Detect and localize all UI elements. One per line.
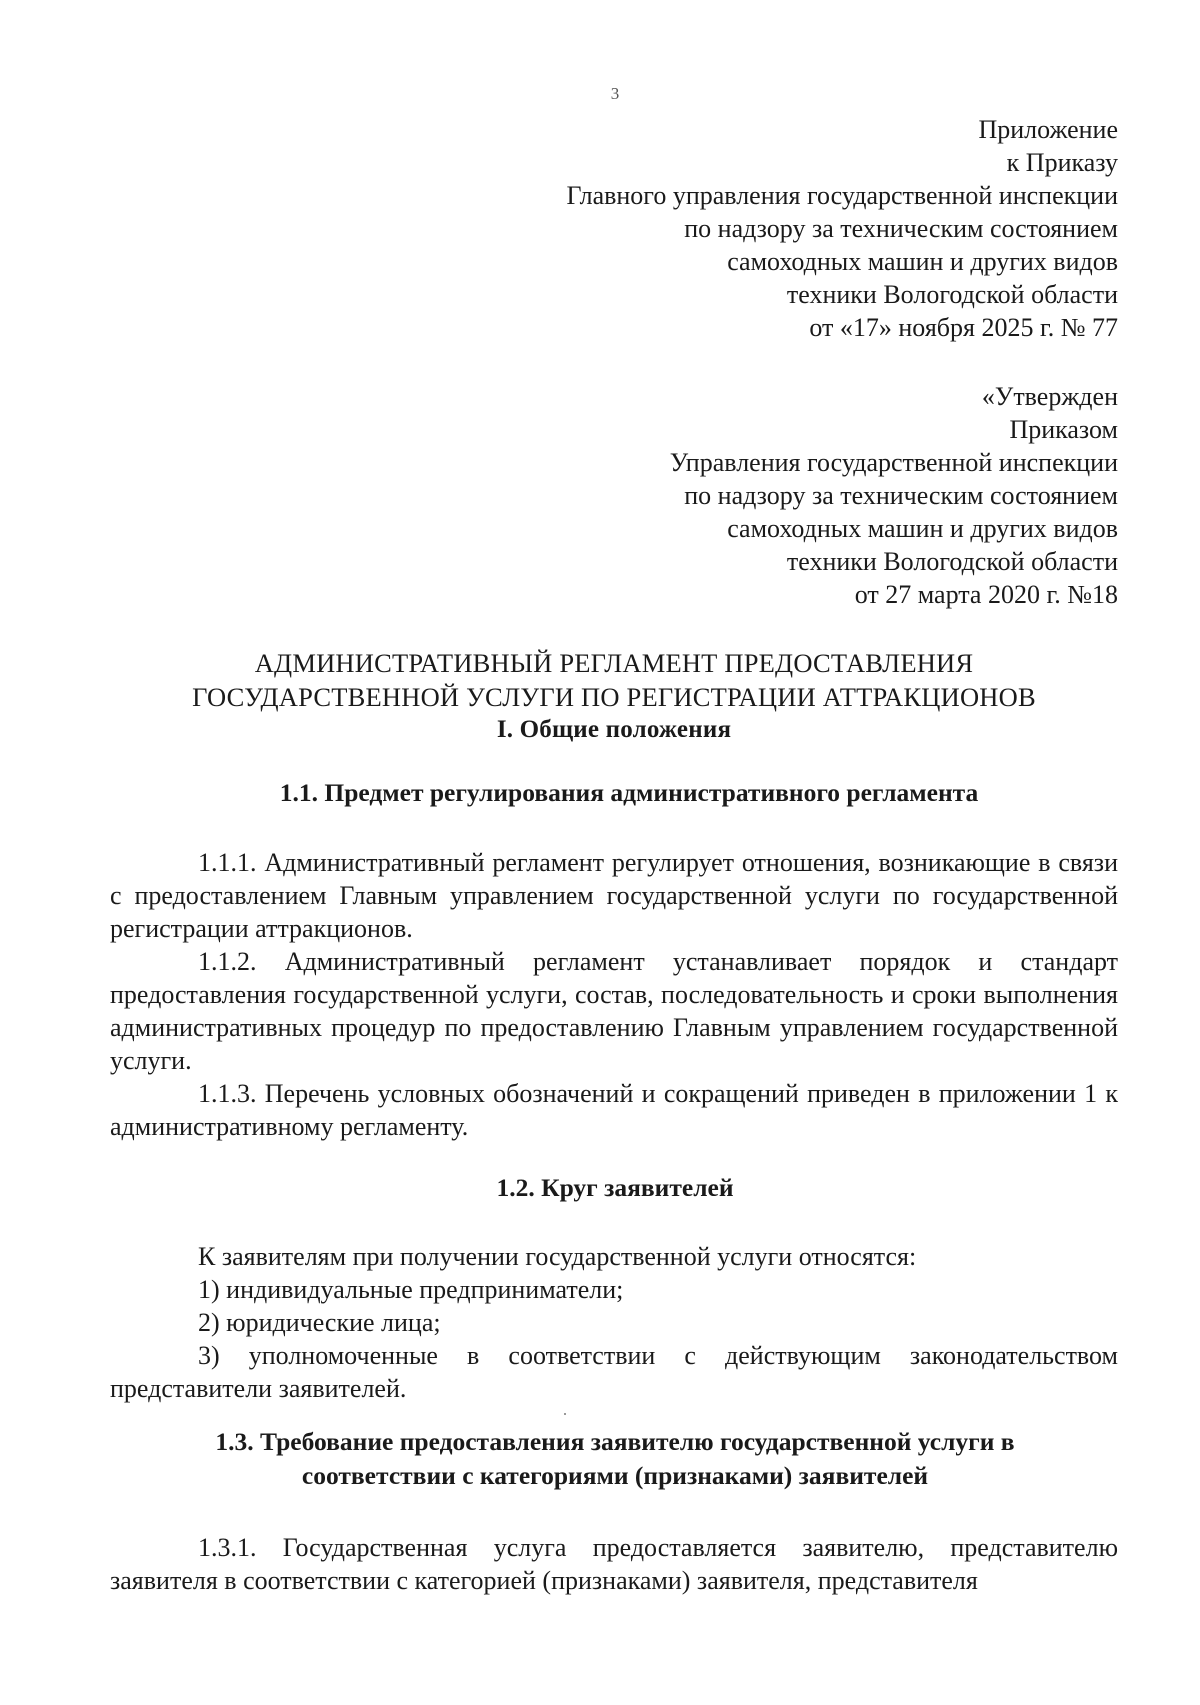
approved-line: от 27 марта 2020 г. №18 bbox=[854, 580, 1118, 609]
paragraph-1-3-1: 1.3.1. Государственная услуга предоставляется заявителю, представителю заявителя в соответствии с категорией (признаками) заявителя, представителя bbox=[110, 1533, 1118, 1595]
approved-block bbox=[670, 380, 1118, 611]
appendix-line: самоходных машин и других видов bbox=[727, 247, 1118, 276]
scan-speck bbox=[564, 1413, 566, 1415]
section-title-general: I. Общие положения bbox=[496, 716, 732, 743]
approved-line: Управления государственной инспекции bbox=[669, 448, 1118, 477]
approved-line: самоходных машин и других видов bbox=[727, 514, 1118, 543]
page-number: 3 bbox=[610, 84, 620, 103]
appendix-block bbox=[567, 113, 1118, 344]
heading-1-3-line-1: 1.3. Требование предоставления заявителю государственной услуги в bbox=[215, 1427, 1015, 1456]
appendix-line: Приложение bbox=[978, 115, 1118, 144]
heading-1-3 bbox=[110, 1425, 1120, 1493]
paragraph-1-1-1: 1.1.1. Административный регламент регулирует отношения, возникающие в связи с предоставлением Главным управлением государственной услуги по государственной регистрации аттракционов. bbox=[110, 848, 1118, 943]
paragraph-1-1-2: 1.1.2. Административный регламент устанавливает порядок и стандарт предоставления государственной услуги, состав, последовательность и сроки выполнения административных процедур по предоставлению Главным управлением государственной услуги. bbox=[110, 947, 1118, 1075]
appendix-line: Главного управления государственной инспекции bbox=[566, 181, 1118, 210]
applicant-item-3: 3) уполномоченные в соответствии с действующим законодательством представители заявителей. bbox=[110, 1341, 1118, 1403]
approved-line: по надзору за техническим состоянием bbox=[684, 481, 1118, 510]
heading-1-3-line-2: соответствии с категориями (признаками) заявителей bbox=[301, 1461, 929, 1490]
paragraph-1-1-3: 1.1.3. Перечень условных обозначений и сокращений приведен в приложении 1 к административному регламенту. bbox=[110, 1079, 1118, 1141]
applicant-item-2: 2) юридические лица; bbox=[198, 1308, 441, 1337]
applicant-item-1: 1) индивидуальные предприниматели; bbox=[198, 1275, 624, 1304]
document-title bbox=[110, 646, 1118, 746]
appendix-line: от «17» ноября 2025 г. № 77 bbox=[809, 313, 1118, 342]
title-line-1: АДМИНИСТРАТИВНЫЙ РЕГЛАМЕНТ ПРЕДОСТАВЛЕНИЯ bbox=[254, 648, 974, 678]
approved-line: Приказом bbox=[1009, 415, 1118, 444]
applicants-intro: К заявителям при получении государственной услуги относятся: bbox=[198, 1242, 917, 1271]
heading-1-1: 1.1. Предмет регулирования административного регламента bbox=[279, 778, 979, 807]
appendix-line: по надзору за техническим состоянием bbox=[684, 214, 1118, 243]
heading-1-2: 1.2. Круг заявителей bbox=[496, 1173, 734, 1202]
approved-line: техники Вологодской области bbox=[786, 547, 1118, 576]
approved-line: «Утвержден bbox=[981, 382, 1118, 411]
appendix-line: к Приказу bbox=[1006, 148, 1118, 177]
appendix-line: техники Вологодской области bbox=[786, 280, 1118, 309]
title-line-2: ГОСУДАРСТВЕННОЙ УСЛУГИ ПО РЕГИСТРАЦИИ АТТРАКЦИОНОВ bbox=[192, 682, 1036, 712]
